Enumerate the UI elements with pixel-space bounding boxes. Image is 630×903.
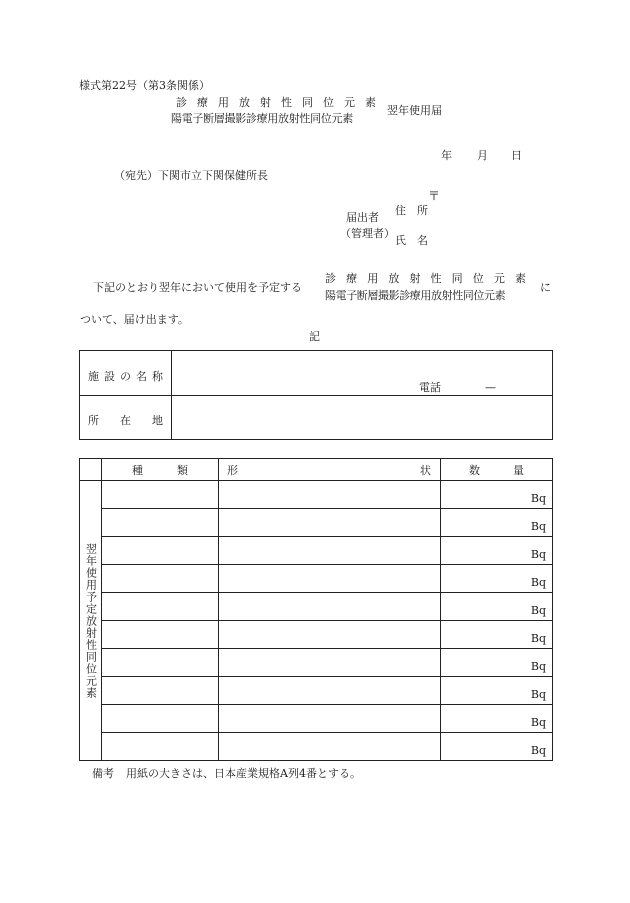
header-quantity-char: 量 bbox=[513, 463, 524, 477]
facility-name-label-cell bbox=[80, 351, 172, 396]
form-cell[interactable] bbox=[219, 677, 441, 705]
isotope-row bbox=[80, 593, 553, 621]
facility-name-cell[interactable] bbox=[172, 351, 553, 396]
location-label-char: 在 bbox=[120, 414, 131, 427]
quantity-cell[interactable] bbox=[441, 509, 553, 537]
form-cell[interactable] bbox=[219, 733, 441, 761]
form-cell[interactable] bbox=[219, 649, 441, 677]
facility-name-label bbox=[88, 368, 163, 384]
date-year: 年 bbox=[441, 149, 452, 162]
facility-name-label-char: 称 bbox=[152, 370, 163, 383]
body-option1-char: 放 bbox=[388, 272, 400, 285]
form-number: 様式第22号（第3条関係） bbox=[79, 79, 210, 92]
body-option1-char: 射 bbox=[409, 272, 421, 285]
title-line1-char: 療 bbox=[197, 96, 208, 109]
body-line2: ついて、届け出ます。 bbox=[80, 313, 189, 326]
location-label-char: 所 bbox=[88, 414, 99, 427]
header-form-left: 形 bbox=[227, 463, 238, 477]
remarks-label: 備考 bbox=[92, 767, 114, 780]
header-quantity-char: 数 bbox=[469, 463, 480, 477]
isotope-row bbox=[80, 537, 553, 565]
title-line1-char: 同 bbox=[302, 96, 313, 109]
header-form-right: 状 bbox=[420, 463, 431, 477]
quantity-cell[interactable] bbox=[441, 677, 553, 705]
isotope-row bbox=[80, 705, 553, 733]
title-line2: 陽電子断層撮影診療用放射性同位元素 bbox=[171, 112, 353, 125]
quantity-cell[interactable] bbox=[441, 481, 553, 509]
facility-table bbox=[79, 350, 553, 440]
address-label: 住 所 bbox=[395, 204, 428, 217]
form-cell[interactable] bbox=[219, 481, 441, 509]
header-type-char: 類 bbox=[177, 463, 188, 477]
title-line1-char: 素 bbox=[365, 96, 376, 109]
type-cell[interactable] bbox=[102, 621, 219, 649]
body-option1-char: 元 bbox=[493, 272, 505, 285]
body-prefix: 下記のとおり翌年において使用を予定する bbox=[93, 281, 302, 294]
form-cell[interactable] bbox=[219, 565, 441, 593]
form-cell[interactable] bbox=[219, 509, 441, 537]
quantity-cell[interactable] bbox=[441, 565, 553, 593]
isotope-table bbox=[79, 458, 553, 761]
body-option1-char: 性 bbox=[430, 272, 442, 285]
type-cell[interactable] bbox=[102, 705, 219, 733]
quantity-cell[interactable] bbox=[441, 733, 553, 761]
isotope-row bbox=[80, 733, 553, 761]
quantity-unit: Bq bbox=[530, 744, 546, 757]
quantity-unit: Bq bbox=[530, 688, 546, 701]
phone-label: 電話 bbox=[419, 381, 441, 394]
title-line1-char: 診 bbox=[176, 96, 187, 109]
phone-dash: — bbox=[485, 381, 496, 394]
isotope-row bbox=[80, 677, 553, 705]
type-cell[interactable] bbox=[102, 649, 219, 677]
remarks-text: 用紙の大きさは、日本産業規格A列4番とする。 bbox=[126, 767, 361, 780]
type-cell[interactable] bbox=[102, 509, 219, 537]
header-form bbox=[219, 459, 441, 481]
date-day: 日 bbox=[511, 149, 522, 162]
quantity-unit: Bq bbox=[530, 576, 546, 589]
type-cell[interactable] bbox=[102, 481, 219, 509]
quantity-unit: Bq bbox=[530, 548, 546, 561]
name-label: 氏 名 bbox=[395, 234, 428, 247]
header-quantity bbox=[441, 459, 553, 481]
form-cell[interactable] bbox=[219, 537, 441, 565]
applicant-label: 届出者 bbox=[346, 211, 379, 224]
facility-name-label-char: 施 bbox=[88, 370, 99, 383]
quantity-cell[interactable] bbox=[441, 649, 553, 677]
quantity-cell[interactable] bbox=[441, 705, 553, 733]
title-line1-char: 位 bbox=[323, 96, 334, 109]
quantity-unit: Bq bbox=[530, 492, 546, 505]
isotope-row bbox=[80, 565, 553, 593]
body-option1-char: 療 bbox=[346, 272, 358, 285]
quantity-unit: Bq bbox=[530, 716, 546, 729]
isotope-row bbox=[80, 509, 553, 537]
isotope-row bbox=[80, 621, 553, 649]
quantity-unit: Bq bbox=[530, 660, 546, 673]
body-option1-char: 同 bbox=[451, 272, 463, 285]
facility-name-label-char: 名 bbox=[136, 370, 147, 383]
facility-name-label-char: の bbox=[120, 370, 131, 383]
applicant-sublabel: （管理者） bbox=[340, 227, 395, 240]
body-option2: 陽電子断層撮影診療用放射性同位元素 bbox=[325, 289, 506, 302]
quantity-cell[interactable] bbox=[441, 593, 553, 621]
isotope-row bbox=[80, 649, 553, 677]
body-suffix-ni: に bbox=[540, 281, 551, 294]
title-line1 bbox=[176, 97, 376, 108]
isotope-row bbox=[80, 481, 553, 509]
quantity-unit: Bq bbox=[530, 520, 546, 533]
title-line1-char: 射 bbox=[260, 96, 271, 109]
quantity-cell[interactable] bbox=[441, 621, 553, 649]
type-cell[interactable] bbox=[102, 733, 219, 761]
form-cell[interactable] bbox=[219, 621, 441, 649]
corner-cell bbox=[80, 459, 102, 481]
location-label-cell bbox=[80, 396, 172, 440]
body-option1-char: 素 bbox=[514, 272, 526, 285]
date-month: 月 bbox=[477, 149, 488, 162]
type-cell[interactable] bbox=[102, 537, 219, 565]
addressee: （宛先）下関市立下関保健所長 bbox=[114, 169, 268, 182]
title-line1-char: 用 bbox=[218, 96, 229, 109]
body-option1-char: 用 bbox=[367, 272, 379, 285]
quantity-unit: Bq bbox=[530, 604, 546, 617]
type-cell[interactable] bbox=[102, 565, 219, 593]
ki-label: 記 bbox=[309, 330, 320, 343]
location-cell[interactable] bbox=[172, 396, 553, 440]
title-suffix: 翌年使用届 bbox=[387, 104, 442, 117]
facility-name-label-char: 設 bbox=[104, 370, 115, 383]
title-line1-char: 放 bbox=[239, 96, 250, 109]
body-option1 bbox=[325, 273, 526, 284]
body-option1-char: 位 bbox=[472, 272, 484, 285]
type-cell[interactable] bbox=[102, 677, 219, 705]
title-line1-char: 元 bbox=[344, 96, 355, 109]
side-label: 翌年使用予定放射性同位元素 bbox=[84, 543, 98, 699]
quantity-cell[interactable] bbox=[441, 537, 553, 565]
form-cell[interactable] bbox=[219, 705, 441, 733]
postal-mark: 〒 bbox=[428, 189, 441, 203]
header-type bbox=[102, 459, 219, 481]
body-option1-char: 診 bbox=[325, 272, 336, 285]
type-cell[interactable] bbox=[102, 593, 219, 621]
quantity-unit: Bq bbox=[530, 632, 546, 645]
side-label-cell bbox=[80, 481, 102, 761]
form-cell[interactable] bbox=[219, 593, 441, 621]
location-label-char: 地 bbox=[152, 414, 163, 427]
header-type-char: 種 bbox=[132, 463, 143, 477]
location-label bbox=[88, 412, 163, 428]
title-line1-char: 性 bbox=[281, 96, 292, 109]
